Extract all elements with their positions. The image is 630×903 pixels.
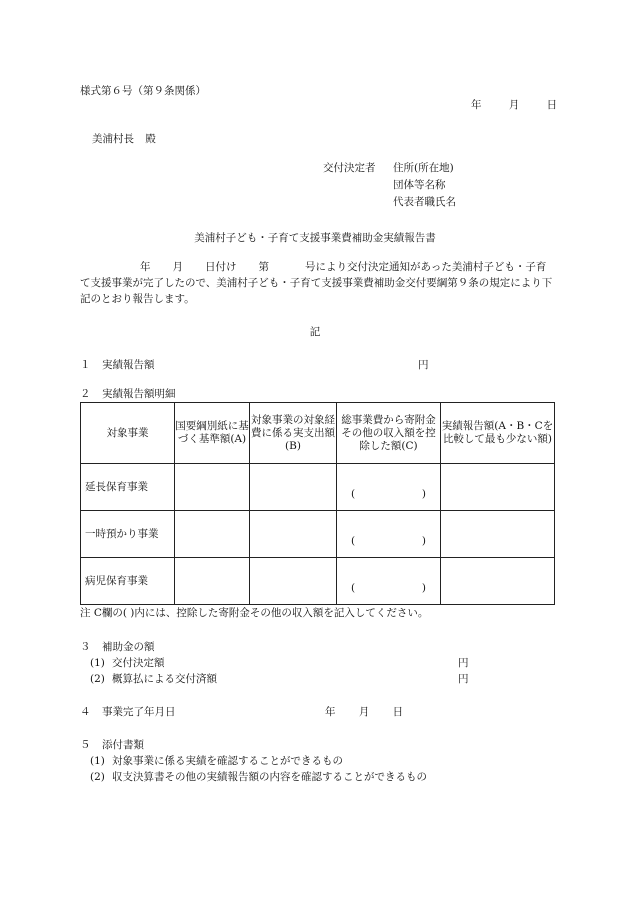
cell-a[interactable] — [175, 558, 250, 605]
section-3-item-2-unit: 円 — [458, 673, 469, 685]
header-actual-expenditure: 対象事業の対象経費に係る実支出額(B) — [250, 403, 337, 464]
section-5-item-2: (2) 収支決算書その他の実績報告額の内容を確認することができるもの — [90, 771, 427, 783]
applicant-representative: 代表者職氏名 — [393, 196, 456, 208]
header-target-business: 対象事業 — [81, 403, 175, 464]
section-3-item-2: (2) 概算払による交付済額 — [90, 673, 217, 685]
row-name: 一時預かり事業 — [81, 511, 175, 558]
cell-a[interactable] — [175, 511, 250, 558]
body-main-text: 号により交付決定通知があった美浦村子ども・子育て支援事業が完了したので、美浦村子ども・子育て支援事業費補助金交付要綱第９条の規定により下記のとおり報告します。 — [80, 261, 553, 305]
section-4 — [80, 704, 176, 719]
cell-report[interactable] — [441, 464, 555, 511]
table-row — [81, 464, 555, 511]
section-2-label: 実績報告額明細 — [102, 388, 176, 400]
body-year: 年 — [140, 261, 151, 273]
applicant-block — [323, 160, 456, 211]
section-3-item-1-unit: 円 — [458, 657, 469, 669]
header-report-amount: 実績報告額(A・B・Cを比較して最も少ない額) — [441, 403, 555, 464]
addressee: 美浦村長 殿 — [92, 133, 156, 145]
header-net-cost: 総事業費から寄附金その他の収入額を控除した額(C) — [337, 403, 441, 464]
cell-c[interactable]: ( ) — [337, 511, 441, 558]
section-1-number: １ — [80, 359, 91, 371]
cell-c[interactable]: ( ) — [337, 558, 441, 605]
section-5-item-1: (1) 対象事業に係る実績を確認することができるもの — [90, 755, 343, 767]
form-number: 様式第６号（第９条関係） — [80, 85, 206, 97]
section-3-number: ３ — [80, 641, 91, 653]
document-title: 美浦村子ども・子育て支援事業費補助金実績報告書 — [194, 232, 436, 244]
section-2 — [80, 386, 176, 401]
cell-report[interactable] — [441, 558, 555, 605]
completion-date: 年 月 日 — [325, 706, 404, 718]
section-4-label: 事業完了年月日 — [102, 706, 176, 718]
table-note: 注 C欄の( )内には、控除した寄附金その他の収入額を記入してください。 — [80, 607, 429, 619]
section-2-number: ２ — [80, 388, 91, 400]
table-row — [81, 511, 555, 558]
report-date: 年 月 日 — [471, 99, 558, 111]
header-standard-amount: 国要綱別紙に基づく基準額(A) — [175, 403, 250, 464]
section-4-number: ４ — [80, 706, 91, 718]
section-1 — [80, 357, 155, 372]
detail-table — [80, 402, 555, 605]
section-5-label: 添付書類 — [102, 739, 144, 751]
cell-b[interactable] — [250, 464, 337, 511]
cell-report[interactable] — [441, 511, 555, 558]
section-1-unit: 円 — [418, 359, 429, 371]
body-month: 月 — [172, 261, 183, 273]
body-number-prefix: 第 — [258, 261, 269, 273]
section-3-label: 補助金の額 — [102, 641, 155, 653]
table-row — [81, 558, 555, 605]
ki-heading: 記 — [309, 326, 321, 338]
table-header-row — [81, 403, 555, 464]
row-name: 病児保育事業 — [81, 558, 175, 605]
cell-c[interactable]: ( ) — [337, 464, 441, 511]
cell-b[interactable] — [250, 511, 337, 558]
body-day: 日付け — [205, 261, 237, 273]
applicant-label: 交付決定者 — [323, 162, 376, 174]
section-1-label: 実績報告額 — [102, 359, 155, 371]
section-3-item-1: (1) 交付決定額 — [90, 657, 165, 669]
applicant-address: 住所(所在地) — [393, 162, 454, 174]
cell-b[interactable] — [250, 558, 337, 605]
body-text — [80, 259, 555, 307]
applicant-organization: 団体等名称 — [393, 179, 446, 191]
section-5-number: ５ — [80, 739, 91, 751]
cell-a[interactable] — [175, 464, 250, 511]
section-5 — [80, 737, 144, 752]
row-name: 延長保育事業 — [81, 464, 175, 511]
section-3 — [80, 639, 155, 654]
